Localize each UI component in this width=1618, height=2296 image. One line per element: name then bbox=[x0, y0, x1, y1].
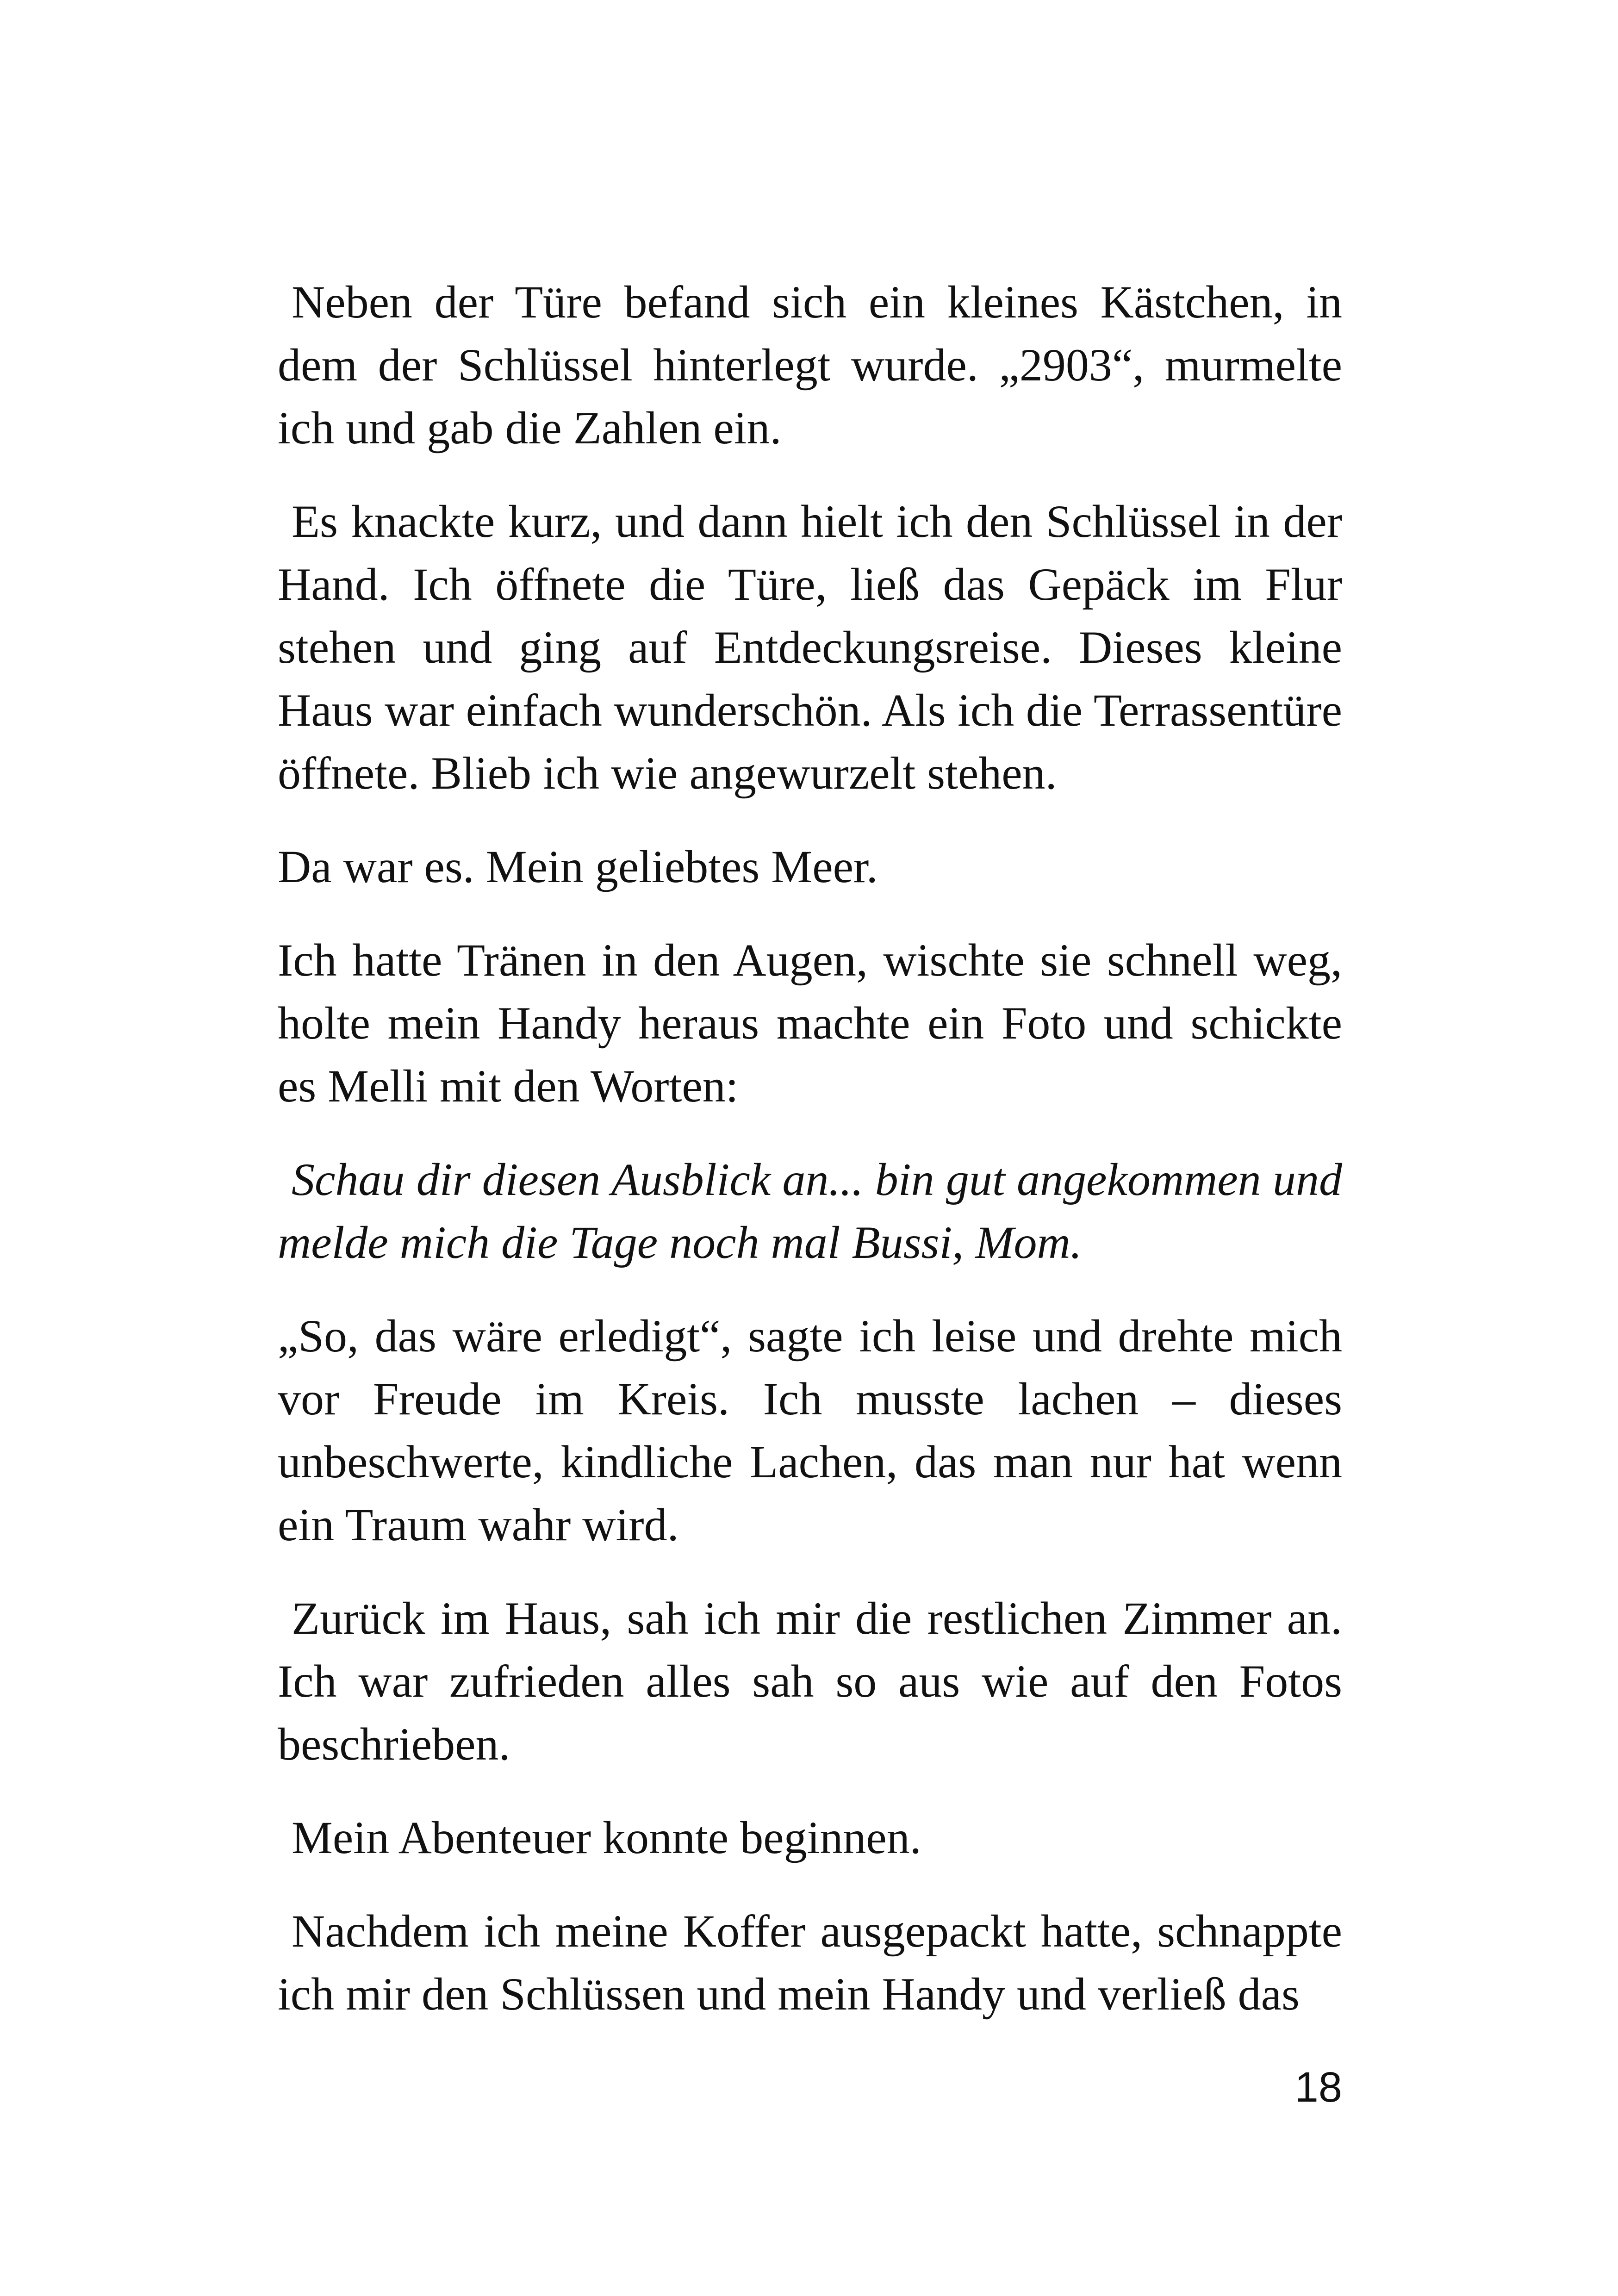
paragraph bbox=[278, 835, 1342, 898]
paragraph-text: Nachdem ich meine Koffer ausgepackt hatte, schnappte ich mir den Schlüssen und mein Handy und verließ das bbox=[278, 1905, 1342, 2020]
paragraph-text: Ich hatte Tränen in den Augen, wischte sie schnell weg, holte mein Handy heraus machte ein Foto und schickte es Melli mit den Worten: bbox=[278, 934, 1342, 1112]
page-number: 18 bbox=[1294, 2064, 1342, 2111]
paragraph-text: Neben der Türe befand sich ein kleines Kästchen, in dem der Schlüssel hinterlegt wurde. „2903“, murmelte ich und gab die Zahlen ein. bbox=[278, 276, 1342, 454]
paragraph-text: Da war es. Mein geliebtes Meer. bbox=[278, 841, 878, 892]
paragraph-text: Es knackte kurz, und dann hielt ich den Schlüssel in der Hand. Ich öffnete die Türe, ließ das Gepäck im Flur stehen und ging auf Entdeckungsreise. Dieses kleine Haus war einfach wunderschön. Als ich die Terrassentüre öffnete. Blieb ich wie angewurzelt stehen. bbox=[278, 496, 1342, 799]
paragraph bbox=[278, 490, 1342, 805]
paragraph bbox=[278, 929, 1342, 1118]
paragraph bbox=[278, 1900, 1342, 2026]
body-text bbox=[278, 271, 1342, 2026]
text-message-quote bbox=[278, 1148, 1342, 1274]
paragraph bbox=[278, 1587, 1342, 1776]
paragraph-text: Mein Abenteuer konnte beginnen. bbox=[292, 1812, 921, 1863]
paragraph-text: Zurück im Haus, sah ich mir die restlichen Zimmer an. Ich war zufrieden alles sah so aus wie auf den Fotos beschrieben. bbox=[278, 1593, 1342, 1770]
paragraph bbox=[278, 271, 1342, 460]
paragraph-text: Schau dir diesen Ausblick an... bin gut angekommen und melde mich die Tage noch mal Bussi, Mom. bbox=[278, 1154, 1342, 1268]
paragraph-text: „So, das wäre erledigt“, sagte ich leise und drehte mich vor Freude im Kreis. Ich musste lachen – dieses unbeschwerte, kindliche Lachen, das man nur hat wenn ein Traum wahr wird. bbox=[278, 1310, 1342, 1550]
paragraph bbox=[278, 1806, 1342, 1869]
paragraph bbox=[278, 1305, 1342, 1556]
